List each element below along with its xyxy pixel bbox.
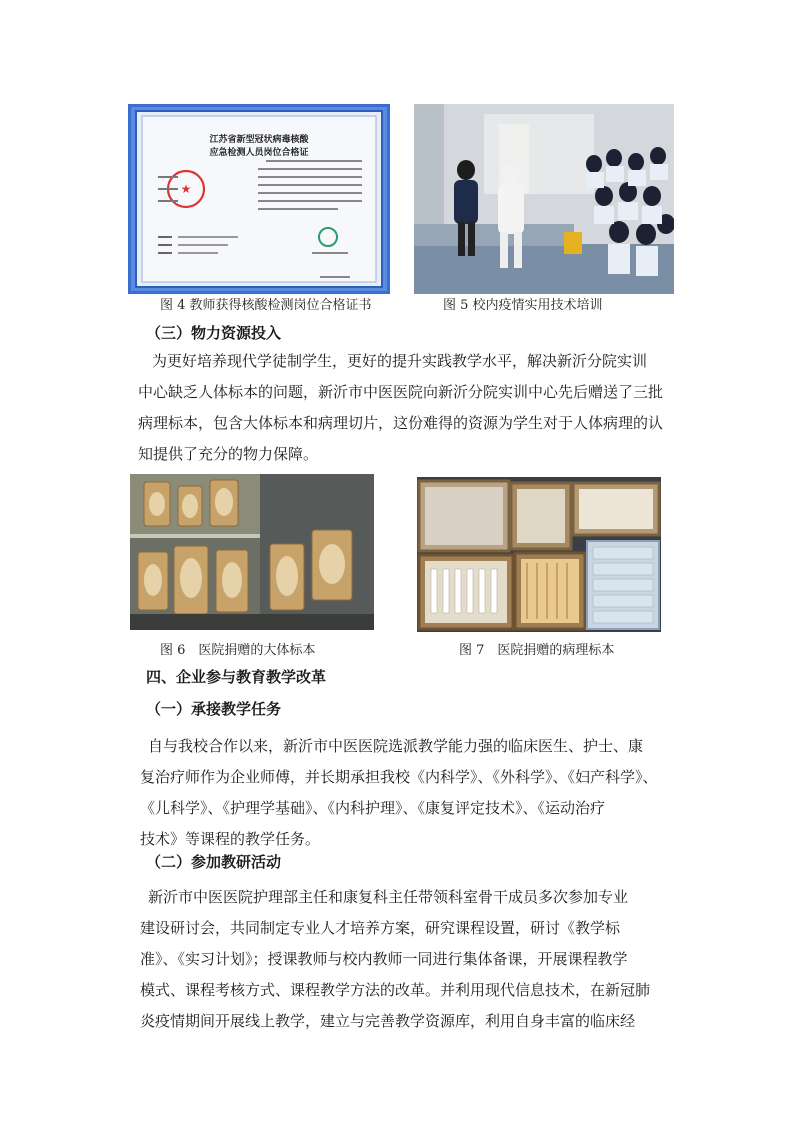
pathology-slides-image: [417, 477, 661, 632]
paragraph-line: 病理标本，包含大体标本和病理切片，这份难得的资源为学生对于人体病理的认: [138, 414, 664, 432]
paragraph-line: 《儿科学》、《护理学基础》、《内科护理》、《康复评定技术》、《运动治疗: [140, 799, 606, 817]
figure-4-caption: 图 4 教师获得核酸检测岗位合格证书: [160, 298, 372, 313]
svg-text:★: ★: [180, 182, 192, 196]
section-heading-teaching-tasks: （一）承接教学任务: [146, 700, 282, 718]
paragraph-line: 炎疫情期间开展线上教学，建立与完善教学资源库，利用自身丰富的临床经: [140, 1012, 636, 1030]
section-heading-research-activities: （二）参加教研活动: [146, 853, 282, 871]
figure-6-caption: 图 6 医院捐赠的大体标本: [160, 643, 316, 658]
paragraph-line: 知提供了充分的物力保障。: [138, 445, 319, 463]
certificate-title-line1: 江苏省新型冠状病毒核酸: [209, 135, 309, 145]
paragraph-teaching-tasks: [140, 731, 664, 855]
section-heading-material-resources: （三）物力资源投入: [146, 324, 282, 342]
paragraph-line: 建设研讨会，共同制定专业人才培养方案，研究课程设置，研讨《教学标: [140, 919, 621, 937]
paragraph-line: 新沂市中医医院护理部主任和康复科主任带领科室骨干成员多次参加专业: [148, 888, 629, 906]
paragraph-research-activities: [140, 882, 664, 1037]
figure-7-caption: 图 7 医院捐赠的病理标本: [459, 643, 615, 658]
gross-specimens-image: [130, 474, 374, 630]
paragraph-line: 为更好培养现代学徒制学生，更好的提升实践教学水平，解决新沂分院实训: [152, 352, 648, 370]
training-image: [414, 104, 674, 294]
paragraph-line: 技术》等课程的教学任务。: [140, 830, 321, 848]
certificate-photo: [128, 104, 390, 294]
paragraph-line: 准》、《实习计划》；授课教师与校内教师一同进行集体备课，开展课程教学: [140, 950, 628, 968]
paragraph-line: 中心缺乏人体标本的问题，新沂市中医医院向新沂分院实训中心先后赠送了三批: [138, 383, 664, 401]
figure-5-caption: 图 5 校内疫情实用技术培训: [443, 298, 603, 313]
section-heading-enterprise-reform: 四、企业参与教育教学改革: [146, 668, 327, 686]
pathology-slides-photo: [417, 477, 661, 632]
paragraph-line: 自与我校合作以来，新沂市中医医院选派教学能力强的临床医生、护士、康: [148, 737, 644, 755]
training-photo: [414, 104, 674, 294]
certificate-title-line2: 应急检测人员岗位合格证: [209, 148, 309, 158]
paragraph-material-resources: [138, 346, 664, 470]
paragraph-line: 复治疗师作为企业师傅，并长期承担我校《内科学》、《外科学》、《妇产科学》、: [140, 768, 658, 786]
gross-specimens-photo: [130, 474, 374, 630]
certificate-image: [128, 104, 390, 294]
paragraph-line: 模式、课程考核方式、课程教学方法的改革。并利用现代信息技术，在新冠肺: [140, 981, 651, 999]
